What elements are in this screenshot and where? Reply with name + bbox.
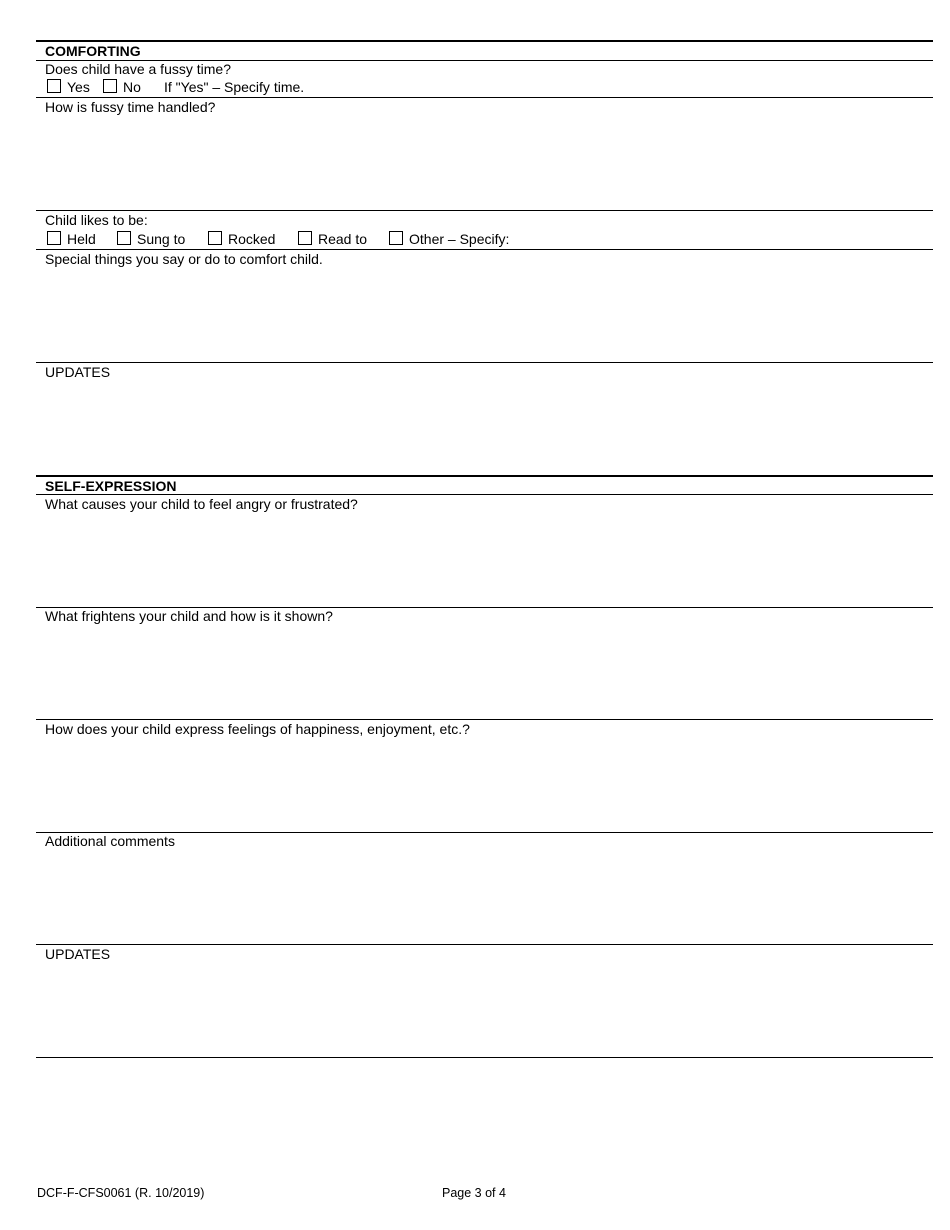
fussy-no-label: No — [123, 79, 141, 95]
divider — [36, 210, 933, 211]
happiness-field[interactable] — [44, 740, 926, 828]
likes-held-checkbox[interactable] — [47, 231, 61, 245]
divider — [36, 362, 933, 363]
fussy-time-field[interactable] — [310, 79, 926, 96]
likes-rocked-checkbox[interactable] — [208, 231, 222, 245]
likes-other-field[interactable] — [515, 231, 926, 248]
divider — [36, 249, 933, 250]
fussy-question: Does child have a fussy time? — [45, 61, 231, 77]
divider — [36, 944, 933, 945]
likes-other-label: Other – Specify: — [409, 231, 510, 247]
frightens-label: What frightens your child and how is it shown? — [45, 608, 333, 624]
likes-sung-checkbox[interactable] — [117, 231, 131, 245]
fussy-yes-checkbox[interactable] — [47, 79, 61, 93]
divider — [36, 719, 933, 720]
angry-label: What causes your child to feel angry or frustrated? — [45, 496, 358, 512]
section-top-rule — [36, 475, 933, 477]
happiness-label: How does your child express feelings of happiness, enjoyment, etc.? — [45, 721, 470, 737]
special-things-field[interactable] — [44, 270, 926, 360]
fussy-specify-label: If "Yes" – Specify time. — [164, 79, 305, 95]
comforting-updates-field[interactable] — [44, 383, 926, 471]
fussy-handled-field[interactable] — [44, 118, 926, 208]
special-things-label: Special things you say or do to comfort child. — [45, 251, 323, 267]
self-expression-updates-label: UPDATES — [45, 946, 111, 962]
likes-label: Child likes to be: — [45, 212, 148, 228]
divider — [36, 494, 933, 495]
likes-rocked-label: Rocked — [228, 231, 276, 247]
page-number: Page 3 of 4 — [442, 1186, 506, 1200]
divider — [36, 97, 933, 98]
self-expression-updates-field[interactable] — [44, 965, 926, 1053]
likes-other-checkbox[interactable] — [389, 231, 403, 245]
additional-comments-field[interactable] — [44, 852, 926, 940]
form-id: DCF-F-CFS0061 (R. 10/2019) — [37, 1186, 205, 1200]
likes-read-checkbox[interactable] — [298, 231, 312, 245]
likes-sung-label: Sung to — [137, 231, 186, 247]
fussy-handled-label: How is fussy time handled? — [45, 99, 216, 115]
fussy-no-checkbox[interactable] — [103, 79, 117, 93]
likes-held-label: Held — [67, 231, 96, 247]
section-top-rule — [36, 40, 933, 42]
fussy-yes-label: Yes — [67, 79, 90, 95]
frightens-field[interactable] — [44, 627, 926, 715]
additional-comments-label: Additional comments — [45, 833, 175, 849]
comforting-updates-label: UPDATES — [45, 364, 111, 380]
self-expression-header: SELF-EXPRESSION — [45, 478, 177, 494]
section-bottom-rule — [36, 1057, 933, 1058]
angry-field[interactable] — [44, 515, 926, 603]
comforting-header: COMFORTING — [45, 43, 141, 59]
likes-read-label: Read to — [318, 231, 368, 247]
